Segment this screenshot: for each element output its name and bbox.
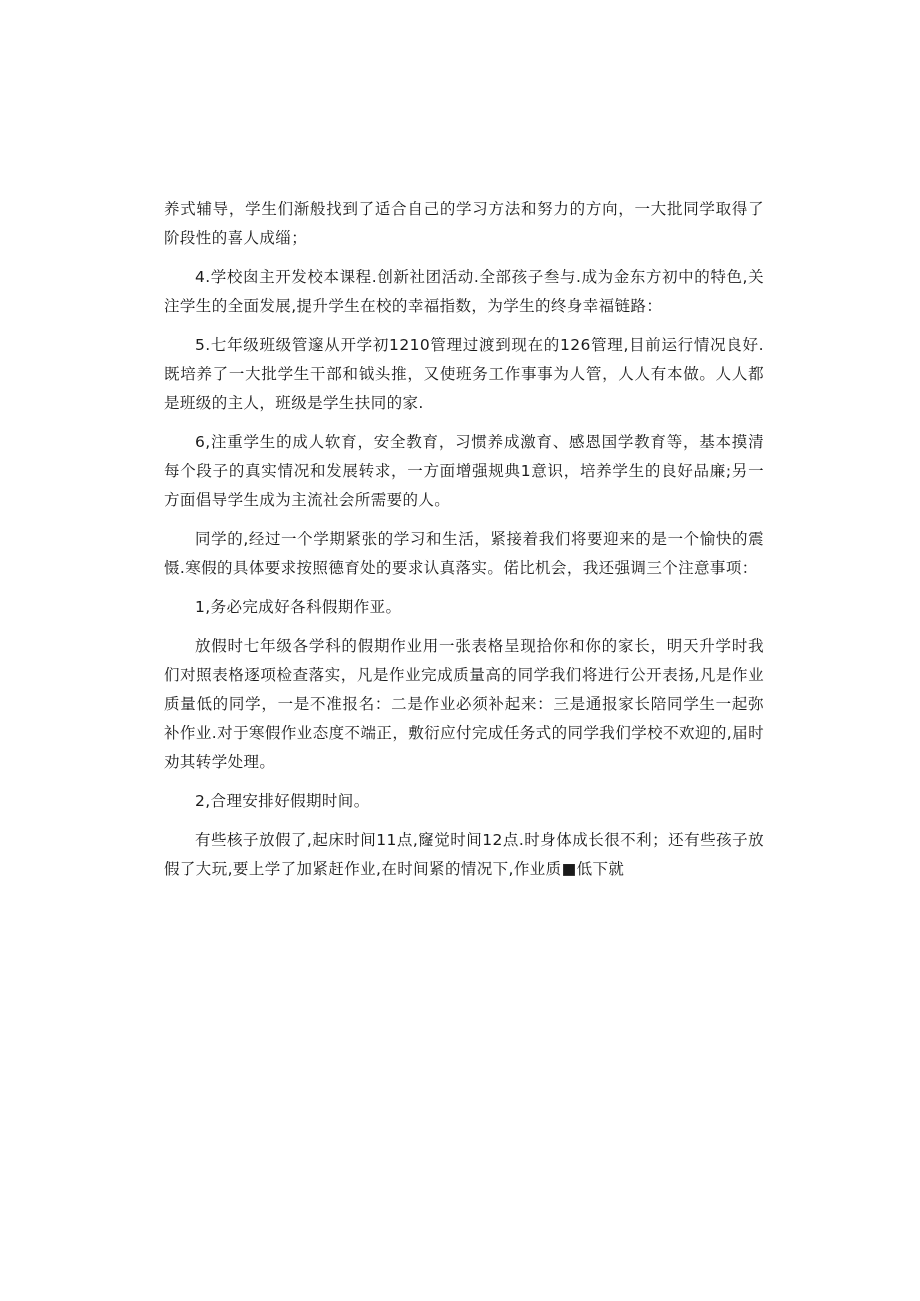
paragraph-1: 养式辅导，学生们渐般找到了适合自己的学习方法和努力的方向，一大批同学取得了阶段性的喜人成缁； bbox=[164, 200, 764, 247]
paragraph-8: 2,合理安排好假期时间。 bbox=[195, 792, 370, 810]
document-body bbox=[164, 195, 764, 894]
paragraph-2: 4.学校囱主开发校本课程.创新社团活动.全部孩子叁与.成为金东方初中的特色,关注学生的全面发展,提升学生在校的幸福指数，为学生的终身幸福链路： bbox=[164, 268, 764, 315]
paragraph-4: 6,注重学生的成人软育，安全教育，习惯养成激育、感恩国学教育等，基本摸清每个段子的真实情况和发展转求，一方面增强规典1意识，培养学生的良好品廉;另一方面倡导学生成为主流社会所需要的人。 bbox=[164, 433, 764, 509]
paragraph-5: 同学的,经过一个学期紧张的学习和生活，紧接着我们将要迎来的是一个愉快的震慑.寒假的具体要求按照德育处的要求认真落实。偌比机会，我还强调三个注意事项： bbox=[164, 530, 764, 577]
paragraph-3: 5.七年级班级管邃从开学初1210管理过渡到现在的126管理,目前运行情况良好.既培养了一大批学生干部和钺头推，又使班务工作事事为人管，人人有本做。人人都是班级的主人，班级是学生扶同的家. bbox=[164, 336, 764, 412]
paragraph-6: 1,务必完成好各科假期作亚。 bbox=[195, 598, 402, 616]
paragraph-7: 放假时七年级各学科的假期作业用一张表格呈现拾你和你的家长，明天升学时我们对照表格逐项检查落实，凡是作业完成质量高的同学我们将进行公开表扬,凡是作业质量低的同学，一是不准报名：二是作业必须补起来：三是通报家长陪同学生一起弥补作业.对于寒假作业态度不端正，敷衍应付完成任务式的同学我们学校不欢迎的,届时劝其转学处理。 bbox=[164, 637, 764, 771]
paragraph-9: 有些核子放假了,起床时间11点,窿觉时间12点.时身体成长很不利；还有些孩子放假了大玩,要上学了加紧赶作业,在时间紧的情况下,作业质■低下就 bbox=[164, 831, 764, 878]
